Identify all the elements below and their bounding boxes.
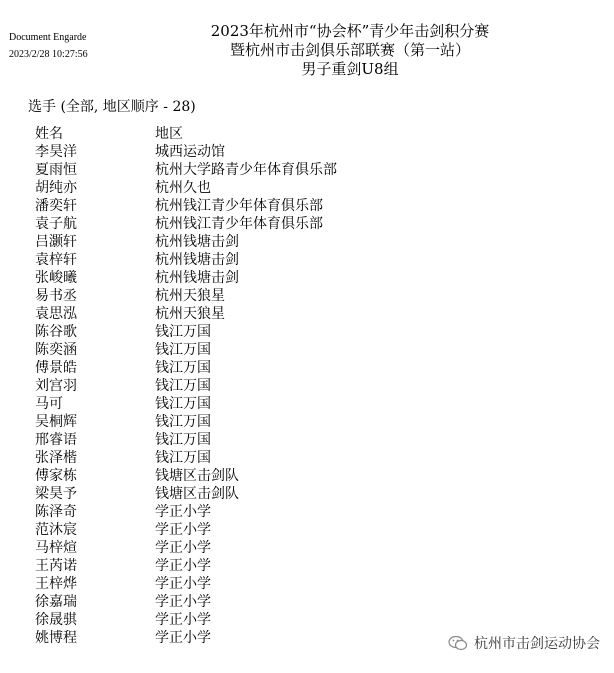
fencer-region: 钱江万国 — [155, 396, 211, 412]
fencer-region: 杭州钱塘击剑 — [155, 234, 239, 250]
table-row — [35, 377, 337, 395]
fencer-region: 钱江万国 — [155, 324, 211, 340]
fencer-region: 钱江万国 — [155, 450, 211, 466]
fencer-region: 学正小学 — [155, 504, 211, 520]
fencer-region: 城西运动馆 — [155, 144, 225, 160]
fencer-region: 杭州钱塘击剑 — [155, 270, 239, 286]
wechat-icon — [448, 635, 468, 651]
fencer-region: 杭州大学路青少年体育俱乐部 — [155, 162, 337, 178]
fencer-name: 陈奕涵 — [35, 342, 77, 358]
fencer-region: 学正小学 — [155, 540, 211, 556]
fencer-region: 钱江万国 — [155, 342, 211, 358]
fencer-name: 刘宫羽 — [35, 378, 77, 394]
list-subtitle: 选手 (全部, 地区顺序 - 28) — [28, 99, 196, 115]
table-row — [35, 431, 337, 449]
document-meta — [9, 29, 88, 63]
table-body — [35, 143, 337, 647]
fencer-region: 钱江万国 — [155, 432, 211, 448]
fencer-name: 夏雨恒 — [35, 162, 77, 178]
fencer-name: 袁梓轩 — [35, 252, 77, 268]
table-row — [35, 413, 337, 431]
fencer-name: 张泽楷 — [35, 450, 77, 466]
fencer-name: 易书丞 — [35, 288, 77, 304]
fencer-name: 吕灏轩 — [35, 234, 77, 250]
fencer-name: 傅景皓 — [35, 360, 77, 376]
fencer-name: 胡纯亦 — [35, 180, 77, 196]
fencer-name: 徐晟骐 — [35, 612, 77, 628]
title-line-2: 暨杭州市击剑俱乐部联赛（第一站） — [229, 41, 470, 59]
watermark — [448, 633, 600, 653]
fencer-name: 潘奕轩 — [35, 198, 77, 214]
table-row — [35, 179, 337, 197]
table-row — [35, 611, 337, 629]
fencer-region: 学正小学 — [155, 594, 211, 610]
fencer-name: 袁子航 — [35, 216, 77, 232]
fencer-region: 学正小学 — [155, 630, 211, 646]
table-row — [35, 251, 337, 269]
column-header-region: 地区 — [155, 126, 183, 142]
table-row — [35, 341, 337, 359]
table-row — [35, 521, 337, 539]
table-row — [35, 503, 337, 521]
fencer-name: 姚博程 — [35, 630, 77, 646]
fencer-region: 杭州钱江青少年体育俱乐部 — [155, 198, 323, 214]
fencer-name: 陈泽奇 — [35, 504, 77, 520]
fencer-name: 王梓烨 — [35, 576, 77, 592]
table-row — [35, 197, 337, 215]
fencer-name: 马可 — [35, 396, 63, 412]
fencer-name: 傅家栋 — [35, 468, 77, 484]
watermark-text: 杭州市击剑运动协会 — [474, 636, 600, 652]
fencer-name: 张峻曦 — [35, 270, 77, 286]
fencer-region: 学正小学 — [155, 522, 211, 538]
table-row — [35, 215, 337, 233]
fencer-name: 梁昊予 — [35, 486, 77, 502]
table-row — [35, 395, 337, 413]
fencer-region: 钱塘区击剑队 — [155, 486, 239, 502]
fencer-name: 马梓煊 — [35, 540, 77, 556]
fencer-name: 陈谷歌 — [35, 324, 77, 340]
fencer-name: 吴桐辉 — [35, 414, 77, 430]
table-row — [35, 593, 337, 611]
page-title — [130, 22, 570, 79]
fencer-region: 钱塘区击剑队 — [155, 468, 239, 484]
fencer-name: 邢睿语 — [35, 432, 77, 448]
fencer-region: 学正小学 — [155, 576, 211, 592]
software-name: Document Engarde — [9, 32, 87, 43]
table-row — [35, 575, 337, 593]
table-row — [35, 449, 337, 467]
fencer-name: 王芮诺 — [35, 558, 77, 574]
table-row — [35, 233, 337, 251]
table-row — [35, 161, 337, 179]
timestamp: 2023/2/28 10:27:56 — [9, 49, 88, 60]
title-line-3: 男子重剑U8组 — [301, 60, 399, 78]
fencer-region: 杭州钱塘击剑 — [155, 252, 239, 268]
fencer-name: 袁思泓 — [35, 306, 77, 322]
fencer-region: 杭州钱江青少年体育俱乐部 — [155, 216, 323, 232]
fencer-region: 学正小学 — [155, 558, 211, 574]
fencer-table — [35, 125, 337, 647]
table-row — [35, 323, 337, 341]
fencer-region: 钱江万国 — [155, 360, 211, 376]
fencer-name: 范沐宸 — [35, 522, 77, 538]
fencer-region: 杭州天狼星 — [155, 288, 225, 304]
table-row — [35, 539, 337, 557]
table-row — [35, 269, 337, 287]
column-header-name: 姓名 — [35, 126, 63, 142]
fencer-region: 钱江万国 — [155, 414, 211, 430]
table-row — [35, 359, 337, 377]
fencer-name: 徐嘉瑞 — [35, 594, 77, 610]
table-row — [35, 557, 337, 575]
table-row — [35, 305, 337, 323]
fencer-name: 李昊洋 — [35, 144, 77, 160]
fencer-region: 钱江万国 — [155, 378, 211, 394]
table-row — [35, 143, 337, 161]
fencer-region: 学正小学 — [155, 612, 211, 628]
table-row — [35, 629, 337, 647]
fencer-region: 杭州天狼星 — [155, 306, 225, 322]
table-row — [35, 485, 337, 503]
table-row — [35, 287, 337, 305]
table-row — [35, 467, 337, 485]
table-header — [35, 125, 337, 143]
fencer-region: 杭州久也 — [155, 180, 211, 196]
title-line-1: 2023年杭州市“协会杯”青少年击剑积分赛 — [210, 22, 490, 40]
